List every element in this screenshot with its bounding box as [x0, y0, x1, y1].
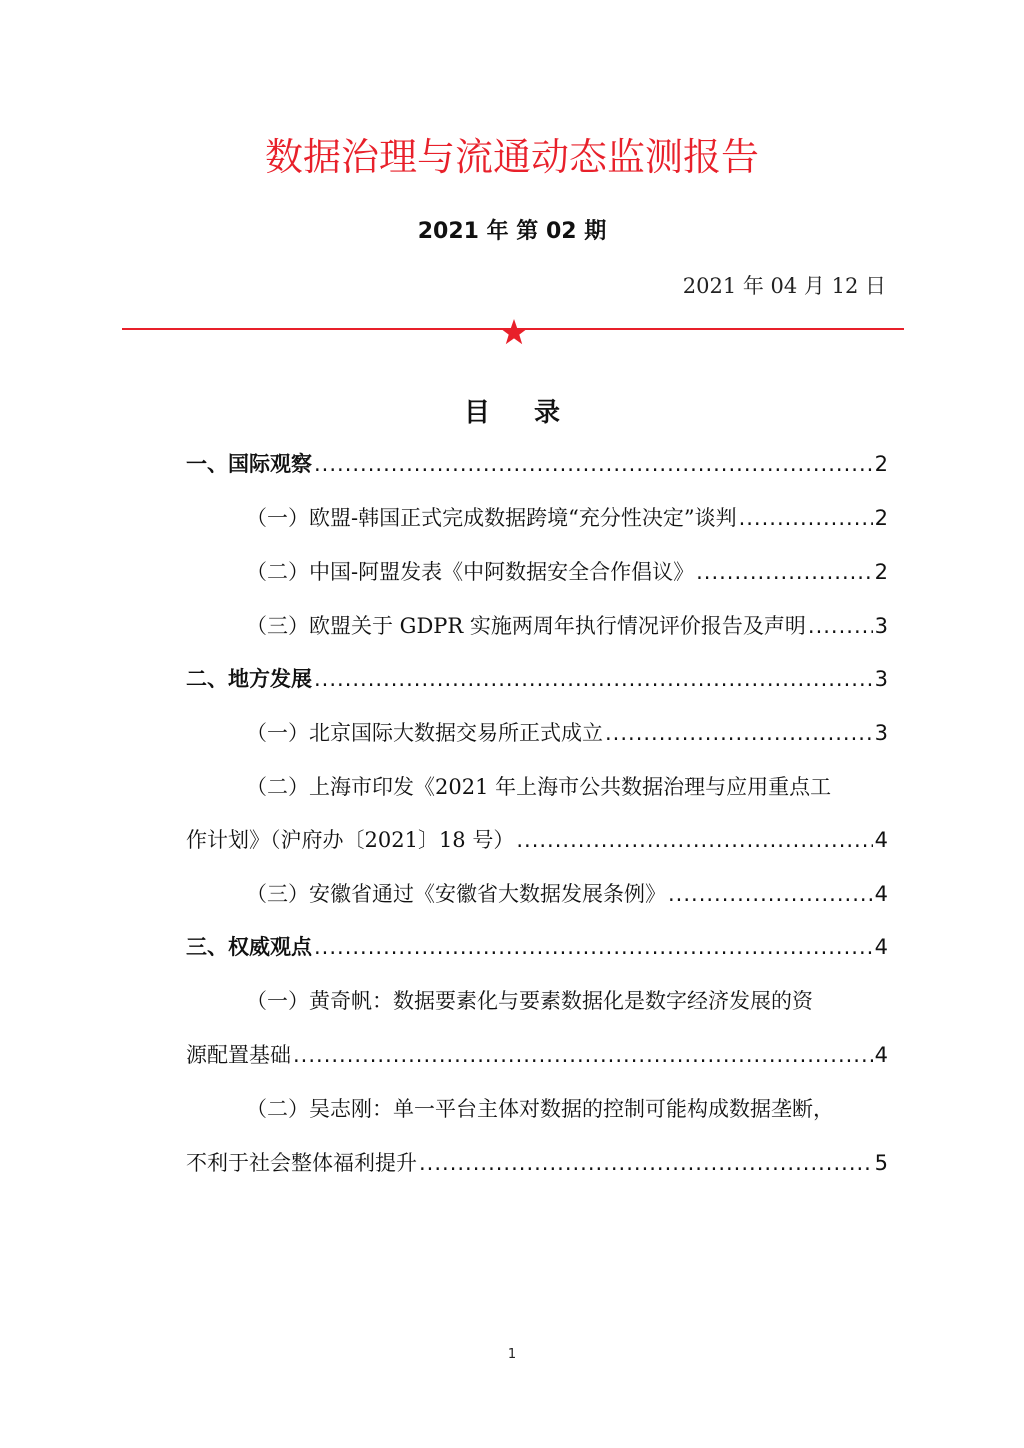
- toc-entry-text: （三）安徽省通过《安徽省大数据发展条例》: [246, 882, 666, 906]
- toc-leader: [293, 1043, 873, 1067]
- toc-entry-text: （二）中国-阿盟发表《中阿数据安全合作倡议》: [246, 560, 695, 584]
- toc-entry-continuation[interactable]: [186, 824, 888, 858]
- toc-entry[interactable]: [186, 878, 888, 912]
- toc-entry[interactable]: [186, 502, 888, 536]
- toc-leader: [668, 882, 873, 906]
- toc-leader: [314, 667, 873, 691]
- toc-leader: [419, 1151, 873, 1175]
- report-title: 数据治理与流通动态监测报告: [264, 135, 759, 179]
- toc-entry-text: （一）欧盟-韩国正式完成数据跨境“充分性决定”谈判: [246, 506, 737, 530]
- toc-entry-text: 三、权威观点: [186, 935, 312, 959]
- toc-leader: [314, 935, 873, 959]
- toc-leader: [808, 614, 873, 638]
- toc-entry-text: 源配置基础: [186, 1043, 291, 1067]
- issue-number: 2021 年 第 02 期: [417, 219, 607, 244]
- toc-entry[interactable]: [186, 663, 888, 697]
- toc-page-number: 4: [874, 935, 888, 959]
- page-number-footer: 1: [507, 1347, 517, 1362]
- toc-leader: [314, 452, 873, 476]
- toc-page-number: 4: [874, 828, 888, 852]
- toc-page-number: 2: [874, 452, 888, 476]
- toc-page-number: 3: [874, 614, 888, 638]
- toc-entry-text: 二、地方发展: [186, 667, 312, 691]
- red-star-icon: [500, 318, 528, 346]
- toc-entry[interactable]: [186, 610, 888, 644]
- toc-entry-text: （一）北京国际大数据交易所正式成立: [246, 721, 603, 745]
- toc-leader: [696, 560, 873, 584]
- toc-leader: [739, 506, 873, 530]
- toc-page-number: 4: [874, 1043, 888, 1067]
- toc-entry-text: 一、国际观察: [186, 452, 312, 476]
- toc-leader: [516, 828, 872, 852]
- toc-page-number: 3: [874, 667, 888, 691]
- toc-entry-text: （二）上海市印发《2021 年上海市公共数据治理与应用重点工: [246, 775, 832, 799]
- toc-page-number: 2: [874, 506, 888, 530]
- toc-page-number: 3: [874, 721, 888, 745]
- toc-page-number: 5: [874, 1151, 888, 1175]
- toc-entry-text: （三）欧盟关于 GDPR 实施两周年执行情况评价报告及声明: [246, 614, 806, 638]
- toc-page-number: 4: [874, 882, 888, 906]
- toc-entry-text: （二）吴志刚：单一平台主体对数据的控制可能构成数据垄断，: [246, 1097, 834, 1121]
- toc-entry[interactable]: [186, 771, 888, 805]
- toc-entry[interactable]: [186, 448, 888, 482]
- toc-entry-text: 作计划》（沪府办〔2021〕18 号）: [186, 828, 515, 852]
- toc-heading: 目录: [463, 398, 604, 428]
- toc-entry[interactable]: [186, 556, 888, 590]
- toc-entry-text: （一）黄奇帆：数据要素化与要素数据化是数字经济发展的资: [246, 989, 813, 1013]
- toc-entry[interactable]: [186, 717, 888, 751]
- toc-entry[interactable]: [186, 931, 888, 965]
- toc-entry-continuation[interactable]: [186, 1039, 888, 1073]
- toc-entry-text: 不利于社会整体福利提升: [186, 1151, 417, 1175]
- toc-entry[interactable]: [186, 985, 888, 1019]
- toc-entry[interactable]: [186, 1093, 888, 1127]
- toc-page-number: 2: [874, 560, 888, 584]
- toc-entry-continuation[interactable]: [186, 1147, 888, 1181]
- toc-leader: [605, 721, 873, 745]
- report-date: 2021 年 04 月 12 日: [682, 274, 886, 298]
